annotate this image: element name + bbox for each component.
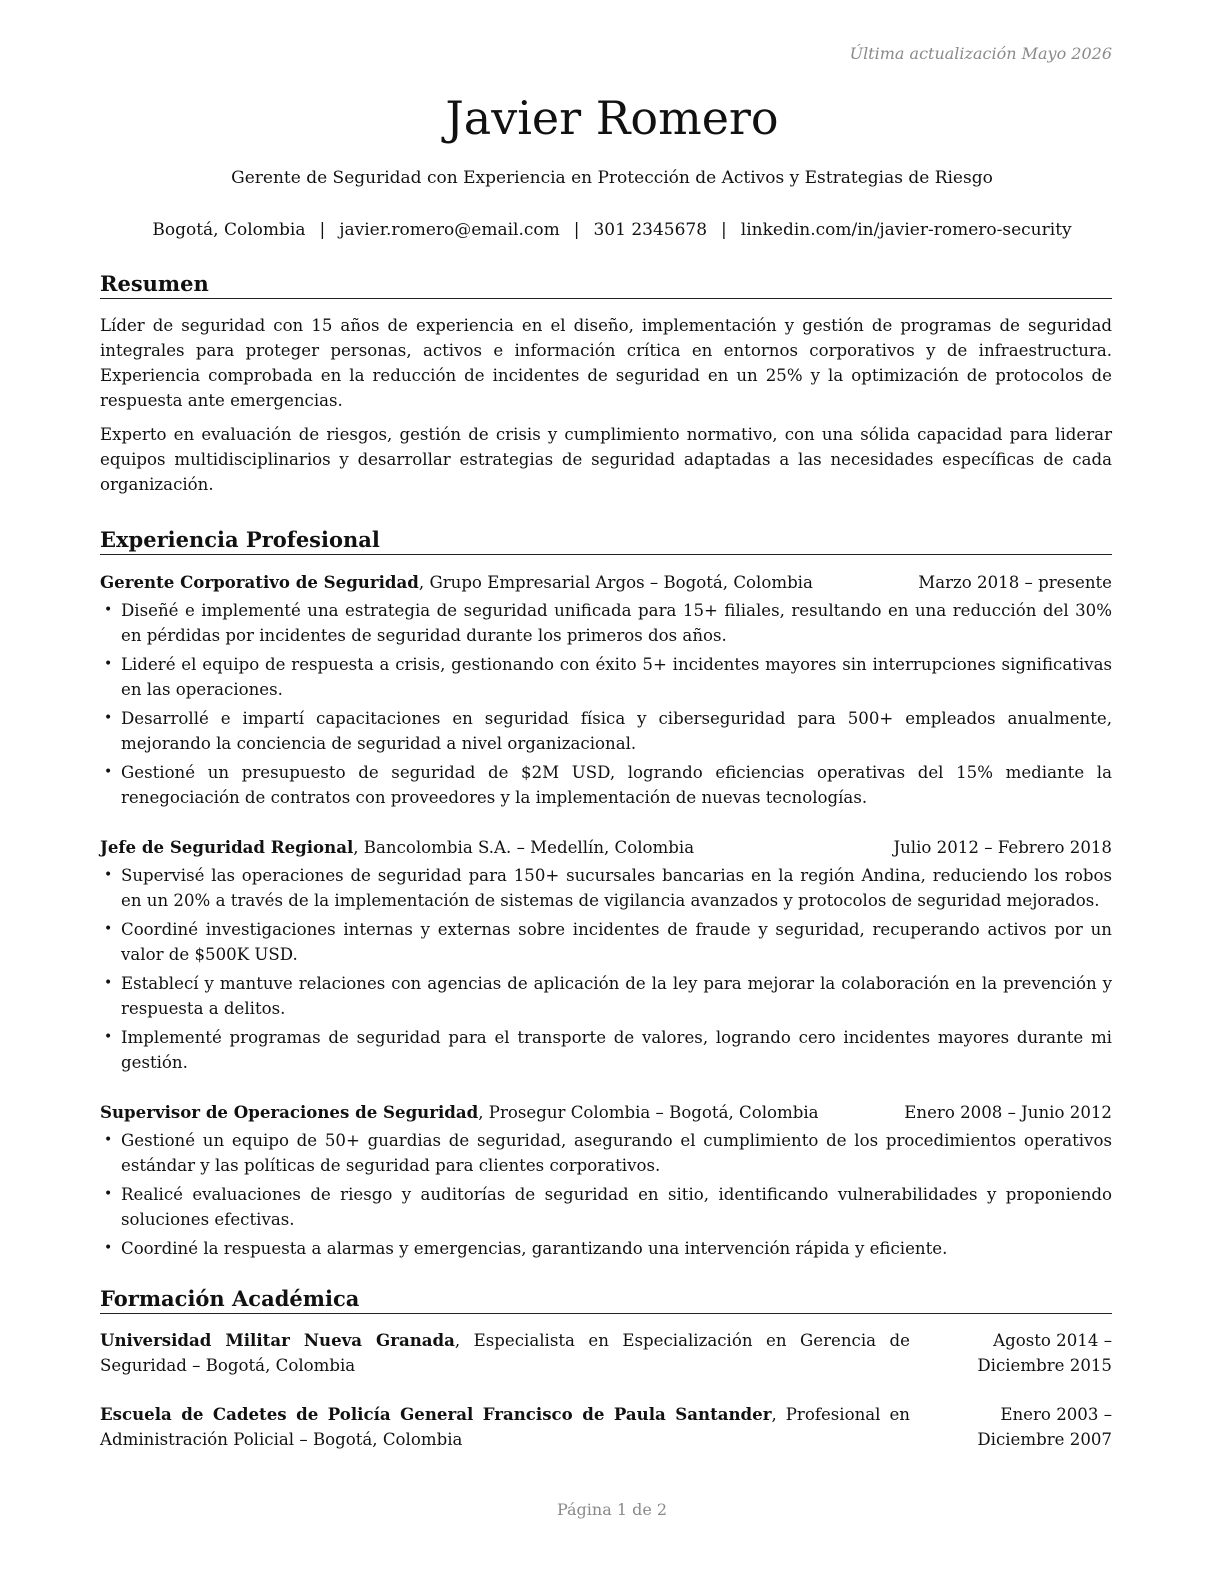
bullet-icon: • [104, 975, 113, 991]
contact-separator: | [721, 220, 727, 240]
list-item [100, 706, 1112, 756]
bullet-icon: • [104, 602, 113, 618]
list-item [100, 1236, 1112, 1261]
list-item [100, 760, 1112, 810]
job-bullets [100, 598, 1112, 810]
list-item [100, 598, 1112, 648]
last-updated: Última actualización Mayo 2026 [849, 44, 1112, 63]
job-dates: Marzo 2018 – presente [918, 573, 1112, 592]
contact-separator: | [573, 220, 580, 240]
bullet-text: Establecí y mantuve relaciones con agencias de aplicación de la ley para mejorar la colaboración en la prevención y respuesta a delitos. [121, 974, 1112, 1018]
bullet-text: Coordiné investigaciones internas y externas sobre incidentes de fraude y seguridad, recuperando activos por un valor de $500K USD. [121, 920, 1112, 964]
bullet-icon: • [104, 867, 113, 883]
contact-line [0, 220, 1224, 240]
job-dates: Julio 2012 – Febrero 2018 [893, 838, 1112, 857]
page-number: Página 1 de 2 [556, 1500, 668, 1519]
contact-location: Bogotá, Colombia [152, 220, 306, 240]
bullet-text: Lideré el equipo de respuesta a crisis, gestionando con éxito 5+ incidentes mayores sin interrupciones significativas en las operaciones. [121, 655, 1112, 699]
bullet-text: Supervisé las operaciones de seguridad para 150+ sucursales bancarias en la región Andina, reduciendo los robos en un 20% a través de la implementación de sistemas de vigilancia avanzados y protocolos de seguridad mejorados. [121, 866, 1112, 910]
list-item [100, 1025, 1112, 1075]
education-dates: Agosto 2014 – Diciembre 2015 [977, 1331, 1112, 1375]
list-item [100, 1182, 1112, 1232]
education-detail: , Profesional en Administración Policial – Bogotá, Colombia [100, 1405, 910, 1449]
education-institution: Universidad Militar Nueva Granada [100, 1330, 455, 1350]
bullet-text: Gestioné un presupuesto de seguridad de $2M USD, logrando eficiencias operativas del 15% mediante la renegociación de contratos con proveedores y la implementación de nuevas tecnologías. [121, 763, 1112, 807]
job-dates: Enero 2008 – Junio 2012 [904, 1103, 1112, 1122]
job-company: , Prosegur Colombia – Bogotá, Colombia [478, 1103, 819, 1122]
contact-phone: 301 2345678 [593, 220, 708, 240]
bullet-text: Desarrollé e impartí capacitaciones en seguridad física y ciberseguridad para 500+ empleados anualmente, mejorando la conciencia de seguridad a nivel organizacional. [121, 709, 1112, 753]
bullet-icon: • [104, 1132, 113, 1148]
list-item [100, 971, 1112, 1021]
contact-email[interactable]: javier.romero@email.com [339, 220, 560, 240]
bullet-text: Realicé evaluaciones de riesgo y auditorías de seguridad en sitio, identificando vulnerabilidades y proponiendo soluciones efectivas. [121, 1185, 1112, 1229]
job-company: , Grupo Empresarial Argos – Bogotá, Colombia [418, 573, 813, 592]
job-bullets [100, 863, 1112, 1075]
education-institution: Escuela de Cadetes de Policía General Francisco de Paula Santander [100, 1404, 772, 1424]
bullet-icon: • [104, 1186, 113, 1202]
summary-paragraph: Líder de seguridad con 15 años de experiencia en el diseño, implementación y gestión de programas de seguridad integrales para proteger personas, activos e información crítica en entornos corporativos y de infraestructura. Experiencia comprobada en la reducción de incidentes de seguridad en un 25% y la optimización de protocolos de respuesta ante emergencias. [100, 316, 1112, 410]
job-role: Supervisor de Operaciones de Seguridad [100, 1102, 479, 1122]
job-header [100, 834, 1112, 861]
bullet-text: Implementé programas de seguridad para el transporte de valores, logrando cero incidentes mayores durante mi gestión. [121, 1028, 1112, 1072]
contact-linkedin[interactable]: linkedin.com/in/javier-romero-security [740, 220, 1072, 240]
job-role: Jefe de Seguridad Regional [100, 837, 354, 857]
list-item [100, 652, 1112, 702]
summary-paragraph: Experto en evaluación de riesgos, gestión de crisis y cumplimiento normativo, con una sólida capacidad para liderar equipos multidisciplinarios y desarrollar estrategias de seguridad adaptadas a las necesidades específicas de cada organización. [100, 425, 1112, 494]
bullet-icon: • [104, 656, 113, 672]
section-title-summary: Resumen [100, 270, 1112, 299]
bullet-text: Coordiné la respuesta a alarmas y emergencias, garantizando una intervención rápida y eficiente. [121, 1239, 948, 1258]
list-item [100, 1128, 1112, 1178]
section-title-experience: Experiencia Profesional [100, 526, 1112, 555]
resume-body [100, 270, 1112, 1476]
job-role: Gerente Corporativo de Seguridad [100, 572, 419, 592]
headline: Gerente de Seguridad con Experiencia en Protección de Activos y Estrategias de Riesgo [231, 168, 993, 188]
bullet-icon: • [104, 710, 113, 726]
candidate-name: Javier Romero [445, 91, 779, 145]
job-bullets [100, 1128, 1112, 1261]
education-item [100, 1328, 1112, 1378]
bullet-icon: • [104, 1029, 113, 1045]
bullet-icon: • [104, 1240, 113, 1256]
education-detail: , Especialista en Especialización en Gerencia de Seguridad – Bogotá, Colombia [100, 1331, 910, 1375]
education-dates: Enero 2003 – Diciembre 2007 [977, 1405, 1112, 1449]
bullet-text: Gestioné un equipo de 50+ guardias de seguridad, asegurando el cumplimiento de los procedimientos operativos estándar y las políticas de seguridad para clientes corporativos. [121, 1131, 1112, 1175]
education-item [100, 1402, 1112, 1452]
contact-separator: | [319, 220, 326, 240]
job-header [100, 569, 1112, 596]
bullet-icon: • [104, 764, 113, 780]
job-company: , Bancolombia S.A. – Medellín, Colombia [353, 838, 695, 857]
list-item [100, 863, 1112, 913]
bullet-text: Diseñé e implementé una estrategia de seguridad unificada para 15+ filiales, resultando en una reducción del 30% en pérdidas por incidentes de seguridad durante los primeros dos años. [121, 601, 1112, 645]
bullet-icon: • [104, 921, 113, 937]
list-item [100, 917, 1112, 967]
job-header [100, 1099, 1112, 1126]
section-title-education: Formación Académica [100, 1285, 1112, 1314]
